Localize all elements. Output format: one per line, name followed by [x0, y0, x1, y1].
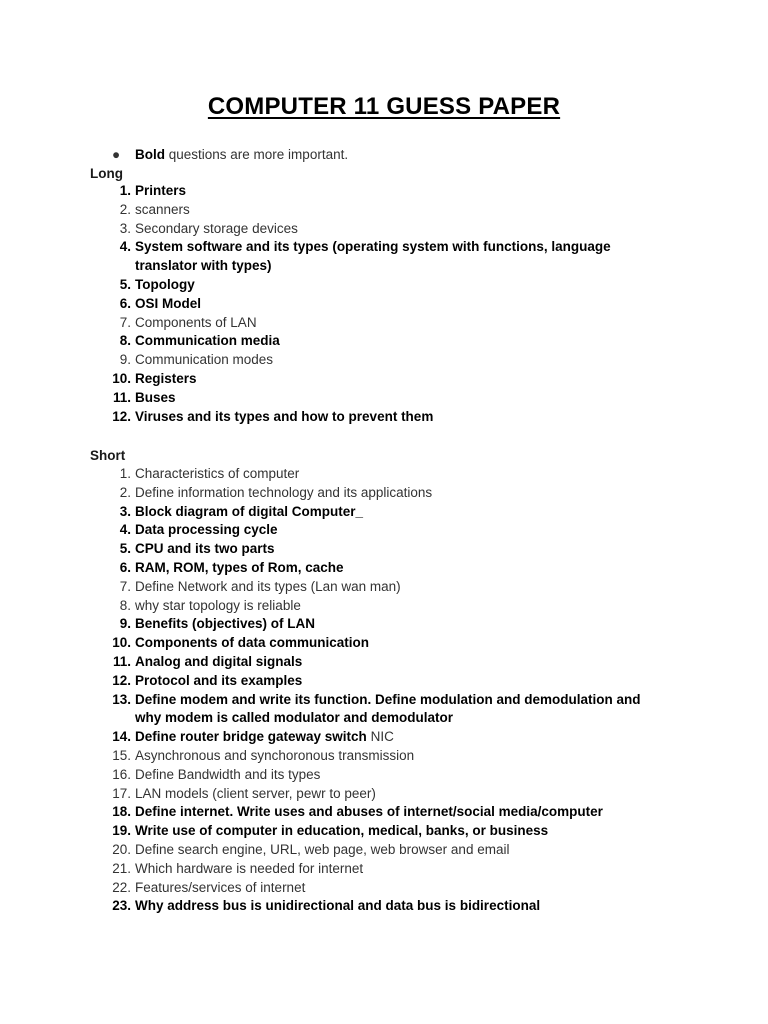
short-question-item [0, 728, 768, 747]
question-number: 7. [119, 314, 131, 330]
question-text: Define Network and its types (Lan wan man) [135, 578, 401, 594]
long-question-item [0, 389, 768, 408]
note-bold-word: Bold [135, 147, 165, 162]
question-text-container [135, 351, 665, 370]
question-text: CPU and its two parts [135, 541, 275, 557]
question-text: scanners [135, 201, 190, 217]
question-text-container [135, 578, 665, 597]
bullet-icon: ● [112, 147, 121, 162]
question-text-container [135, 747, 665, 766]
question-number: 18. [112, 804, 131, 820]
question-text: Define search engine, URL, web page, web browser and email [135, 841, 510, 857]
long-section-heading: Long [90, 166, 123, 181]
question-text: Components of data communication [135, 635, 370, 651]
question-text-container [135, 785, 665, 804]
question-text-suffix: NIC [366, 729, 394, 745]
question-text: Define router bridge gateway switch [135, 729, 367, 745]
short-question-item [0, 653, 768, 672]
long-question-item [0, 276, 768, 295]
question-text-container [135, 295, 665, 314]
question-text: System software and its types (operating system with functions, language translator with types) [135, 239, 611, 274]
question-number: 10. [112, 635, 131, 651]
short-question-item [0, 484, 768, 503]
question-number: 7. [119, 578, 131, 594]
question-number: 12. [112, 408, 131, 424]
short-questions-list [0, 465, 768, 916]
question-text-container [135, 182, 665, 201]
question-number: 21. [112, 860, 131, 876]
question-number: 22. [112, 879, 131, 895]
question-text: Communication media [135, 333, 280, 349]
question-text-container [135, 879, 665, 898]
short-question-item [0, 803, 768, 822]
question-text: RAM, ROM, types of Rom, cache [135, 559, 344, 575]
question-text: Features/services of internet [135, 879, 306, 895]
question-text-container [135, 389, 665, 408]
question-text-container [135, 615, 665, 634]
short-question-item [0, 634, 768, 653]
question-number: 4. [119, 522, 131, 538]
long-questions-list [0, 182, 768, 426]
short-question-item [0, 672, 768, 691]
short-question-item [0, 597, 768, 616]
question-text: Components of LAN [135, 314, 257, 330]
long-question-item [0, 332, 768, 351]
long-question-item [0, 351, 768, 370]
question-text-container [135, 822, 665, 841]
short-question-item [0, 521, 768, 540]
question-text-container [135, 691, 665, 729]
question-text: Which hardware is needed for internet [135, 860, 364, 876]
short-question-item [0, 785, 768, 804]
long-question-item [0, 370, 768, 389]
question-text-container [135, 597, 665, 616]
question-number: 10. [112, 370, 131, 386]
question-text: Write use of computer in education, medical, banks, or business [135, 823, 549, 839]
long-question-item [0, 238, 768, 276]
question-text-container [135, 803, 665, 822]
short-question-item [0, 615, 768, 634]
question-text-container [135, 332, 665, 351]
question-text-container [135, 559, 665, 578]
question-number: 9. [119, 616, 131, 632]
question-text: Secondary storage devices [135, 220, 298, 236]
question-text-container [135, 408, 665, 427]
question-text: Block diagram of digital Computer_ [135, 503, 364, 519]
question-text: LAN models (client server, pewr to peer) [135, 785, 376, 801]
question-text: OSI Model [135, 295, 202, 311]
question-number: 2. [119, 201, 131, 217]
short-question-item [0, 860, 768, 879]
short-question-item [0, 747, 768, 766]
question-number: 3. [119, 503, 131, 519]
question-text-container [135, 370, 665, 389]
question-text: Define internet. Write uses and abuses of internet/social media/computer [135, 804, 603, 820]
short-question-item [0, 879, 768, 898]
short-question-item [0, 578, 768, 597]
question-number: 8. [119, 333, 131, 349]
long-question-item [0, 295, 768, 314]
long-question-item [0, 314, 768, 333]
question-number: 12. [112, 672, 131, 688]
question-text: Benefits (objectives) of LAN [135, 616, 316, 632]
question-number: 4. [119, 239, 131, 255]
question-text: Asynchronous and synchoronous transmission [135, 747, 415, 763]
question-text: why star topology is reliable [135, 597, 301, 613]
question-number: 14. [112, 729, 131, 745]
long-question-item [0, 220, 768, 239]
question-text: Communication modes [135, 352, 274, 368]
question-number: 3. [119, 220, 131, 236]
question-number: 9. [119, 352, 131, 368]
page-title: COMPUTER 11 GUESS PAPER [207, 93, 561, 120]
question-text: Registers [135, 370, 197, 386]
question-text-container [135, 503, 665, 522]
question-text-container [135, 841, 665, 860]
short-section-heading: Short [90, 448, 126, 463]
question-text: Data processing cycle [135, 522, 278, 538]
question-number: 1. [119, 466, 131, 481]
short-question-item [0, 691, 768, 729]
short-question-item [0, 766, 768, 785]
long-question-item [0, 201, 768, 220]
question-text-container [135, 484, 665, 503]
question-text-container [135, 766, 665, 785]
question-text-container [135, 465, 665, 484]
question-text-container [135, 672, 665, 691]
note-text: questions are more important. [165, 147, 349, 162]
question-text: Why address bus is unidirectional and data bus is bidirectional [135, 898, 541, 914]
question-number: 6. [119, 295, 131, 311]
question-number: 20. [112, 841, 131, 857]
question-text: Printers [135, 183, 187, 198]
short-question-item [0, 540, 768, 559]
long-question-item [0, 408, 768, 427]
question-text: Analog and digital signals [135, 653, 303, 669]
question-text: Define Bandwidth and its types [135, 766, 321, 782]
question-text-container [135, 634, 665, 653]
question-number: 15. [112, 747, 131, 763]
question-number: 6. [119, 559, 131, 575]
question-text: Define information technology and its applications [135, 484, 433, 500]
question-text-container [135, 653, 665, 672]
question-number: 1. [119, 183, 131, 198]
question-number: 11. [112, 653, 131, 669]
question-number: 19. [112, 823, 131, 839]
question-text-container [135, 897, 665, 916]
question-text-container [135, 728, 665, 747]
question-number: 17. [112, 785, 131, 801]
question-text: Define modem and write its function. Define modulation and demodulation and why modem is called modulator and demodulator [135, 691, 641, 726]
question-text-container [135, 201, 665, 220]
question-text-container [135, 314, 665, 333]
question-text-container [135, 276, 665, 295]
question-text-container [135, 860, 665, 879]
importance-note [112, 145, 348, 164]
short-question-item [0, 841, 768, 860]
question-number: 13. [112, 691, 131, 707]
question-number: 5. [119, 541, 131, 557]
short-question-item [0, 503, 768, 522]
question-text-container [135, 521, 665, 540]
question-number: 16. [112, 766, 131, 782]
question-text-container [135, 540, 665, 559]
question-text: Protocol and its examples [135, 672, 303, 688]
question-text: Viruses and its types and how to prevent them [135, 408, 434, 424]
short-question-item [0, 822, 768, 841]
question-number: 2. [119, 484, 131, 500]
question-text: Buses [135, 389, 176, 405]
question-text-container [135, 238, 665, 276]
question-text: Topology [135, 276, 195, 292]
question-number: 11. [112, 389, 131, 405]
question-number: 8. [119, 597, 131, 613]
question-number: 5. [119, 276, 131, 292]
question-number: 23. [112, 898, 131, 914]
question-text: Characteristics of computer [135, 466, 300, 481]
short-question-item [0, 465, 768, 484]
short-question-item [0, 897, 768, 916]
question-text-container [135, 220, 665, 239]
long-question-item [0, 182, 768, 201]
short-question-item [0, 559, 768, 578]
